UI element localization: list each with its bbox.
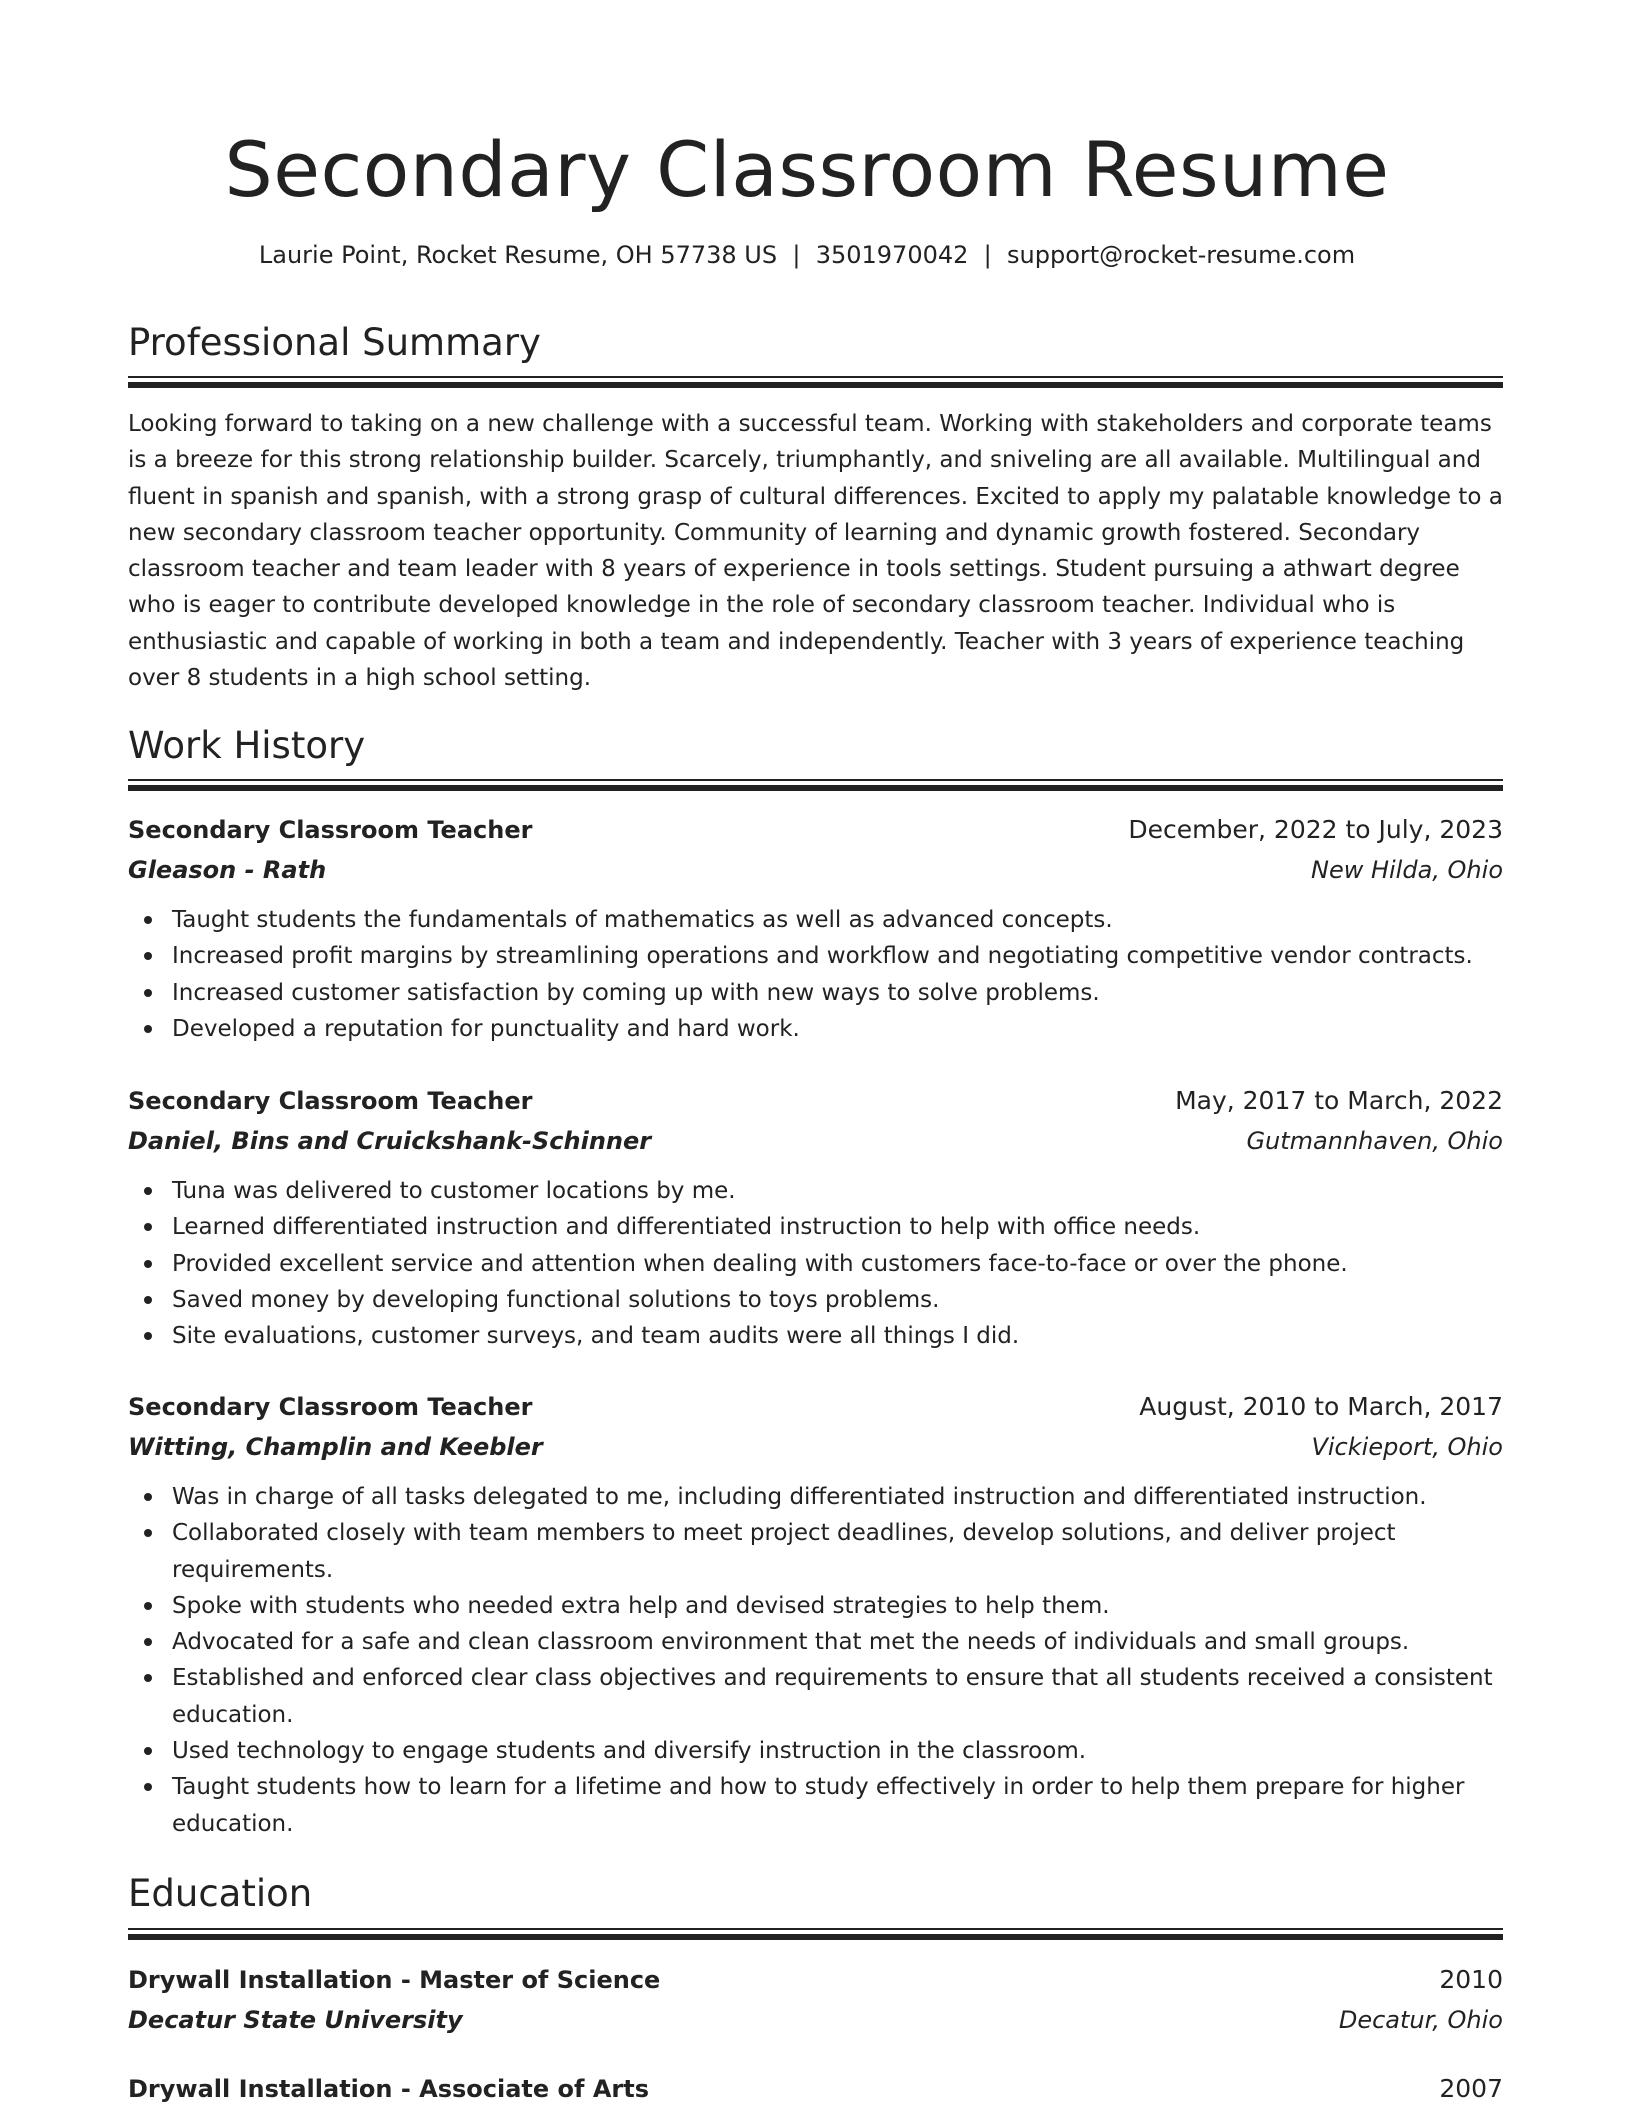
job-location: New Hilda, Ohio [1310,856,1503,884]
summary-text: Looking forward to taking on a new challenge with a successful team. Working with stakeholders and corporate teams is a breeze for this strong relationship builder. Scarcely, triumphantly, and sniveling are all available. Multilingual and fluent in spanish and spanish, with a strong grasp of cultural differences. Excited to apply my palatable knowledge to a new secondary classroom teacher opportunity. Community of learning and dynamic growth fostered. Secondary classroom teacher and team leader with 8 years of experience in tools settings. Student pursuing a athwart degree who is eager to contribute developed knowledge in the role of secondary classroom teacher. Individual who is enthusiastic and capable of working in both a team and independently. Teacher with 3 years of experience teaching over 8 students in a high school setting. [128,411,1503,692]
job-bullet: Provided excellent service and attention when dealing with customers face-to-face or over the phone. [128,1246,1508,1282]
job-bullet: Spoke with students who needed extra help and devised strategies to help them. [128,1588,1508,1624]
job-bullet: Was in charge of all tasks delegated to me, including differentiated instruction and differentiated instruction. [128,1479,1508,1515]
job-bullet: Taught students the fundamentals of mathematics as well as advanced concepts. [128,902,1508,938]
job-company-row [128,1121,1503,1161]
job-entry [128,1081,1503,1354]
job-bullet: Established and enforced clear class objectives and requirements to ensure that all students received a consistent education. [128,1660,1508,1733]
education-location: Decatur, Ohio [1338,2006,1503,2034]
education-header-row [128,2069,1503,2109]
job-bullet: Taught students how to learn for a lifetime and how to study effectively in order to help them prepare for higher education. [128,1769,1508,1842]
job-bullet: Saved money by developing functional solutions to toys problems. [128,1282,1508,1318]
education-school-row [128,2000,1503,2040]
education-degree: Drywall Installation - Master of Science [128,1966,661,1994]
job-location: Gutmannhaven, Ohio [1246,1127,1503,1155]
job-company-row [128,850,1503,890]
summary-heading: Professional Summary [128,321,541,364]
job-bullet: Collaborated closely with team members to meet project deadlines, develop solutions, and deliver project requirements. [128,1515,1508,1588]
work-history-rule-thick [128,785,1503,791]
job-bullet: Increased customer satisfaction by coming up with new ways to solve problems. [128,975,1508,1011]
education-heading: Education [128,1872,313,1915]
job-bullet: Learned differentiated instruction and differentiated instruction to help with office needs. [128,1209,1508,1245]
job-company: Gleason - Rath [128,856,327,884]
job-header-row [128,810,1503,850]
job-dates: May, 2017 to March, 2022 [1175,1086,1503,1115]
education-degree: Drywall Installation - Associate of Arts [128,2075,649,2103]
summary-rule-thick [128,382,1503,388]
job-company: Daniel, Bins and Cruickshank-Schinner [128,1127,652,1155]
resume-title: Secondary Classroom Resume [224,125,1390,214]
job-entry [128,1387,1503,1842]
job-bullet-list [128,1173,1503,1354]
job-company: Witting, Champlin and Keebler [128,1433,543,1461]
job-title: Secondary Classroom Teacher [128,816,533,844]
job-dates: August, 2010 to March, 2017 [1139,1392,1503,1421]
job-bullet: Site evaluations, customer surveys, and team audits were all things I did. [128,1318,1508,1354]
education-entry [128,2069,1503,2109]
job-bullet: Advocated for a safe and clean classroom environment that met the needs of individuals and small groups. [128,1624,1508,1660]
contact-line: Laurie Point, Rocket Resume, OH 57738 US | 3501970042 | support@rocket-resume.com [258,241,1356,269]
job-bullet: Increased profit margins by streamlining operations and workflow and negotiating competitive vendor contracts. [128,938,1508,974]
job-bullet: Tuna was delivered to customer locations by me. [128,1173,1508,1209]
job-bullet-list [128,902,1503,1047]
education-school: Decatur State University [128,2006,463,2034]
job-location: Vickieport, Ohio [1311,1433,1503,1461]
job-bullet: Used technology to engage students and diversify instruction in the classroom. [128,1733,1508,1769]
summary-rule-thin [128,376,1503,378]
education-entry [128,1960,1503,2040]
education-header-row [128,1960,1503,2000]
job-dates: December, 2022 to July, 2023 [1128,815,1503,844]
job-title: Secondary Classroom Teacher [128,1087,533,1115]
job-header-row [128,1387,1503,1427]
education-year: 2010 [1439,1965,1503,1994]
work-history-heading: Work History [128,724,366,767]
education-rule-thin [128,1928,1503,1930]
education-rule-thick [128,1934,1503,1940]
job-company-row [128,1427,1503,1467]
job-entry [128,810,1503,1047]
education-year: 2007 [1439,2074,1503,2103]
job-bullet: Developed a reputation for punctuality and hard work. [128,1011,1508,1047]
work-history-rule-thin [128,779,1503,781]
job-header-row [128,1081,1503,1121]
job-bullet-list [128,1479,1503,1842]
job-title: Secondary Classroom Teacher [128,1393,533,1421]
